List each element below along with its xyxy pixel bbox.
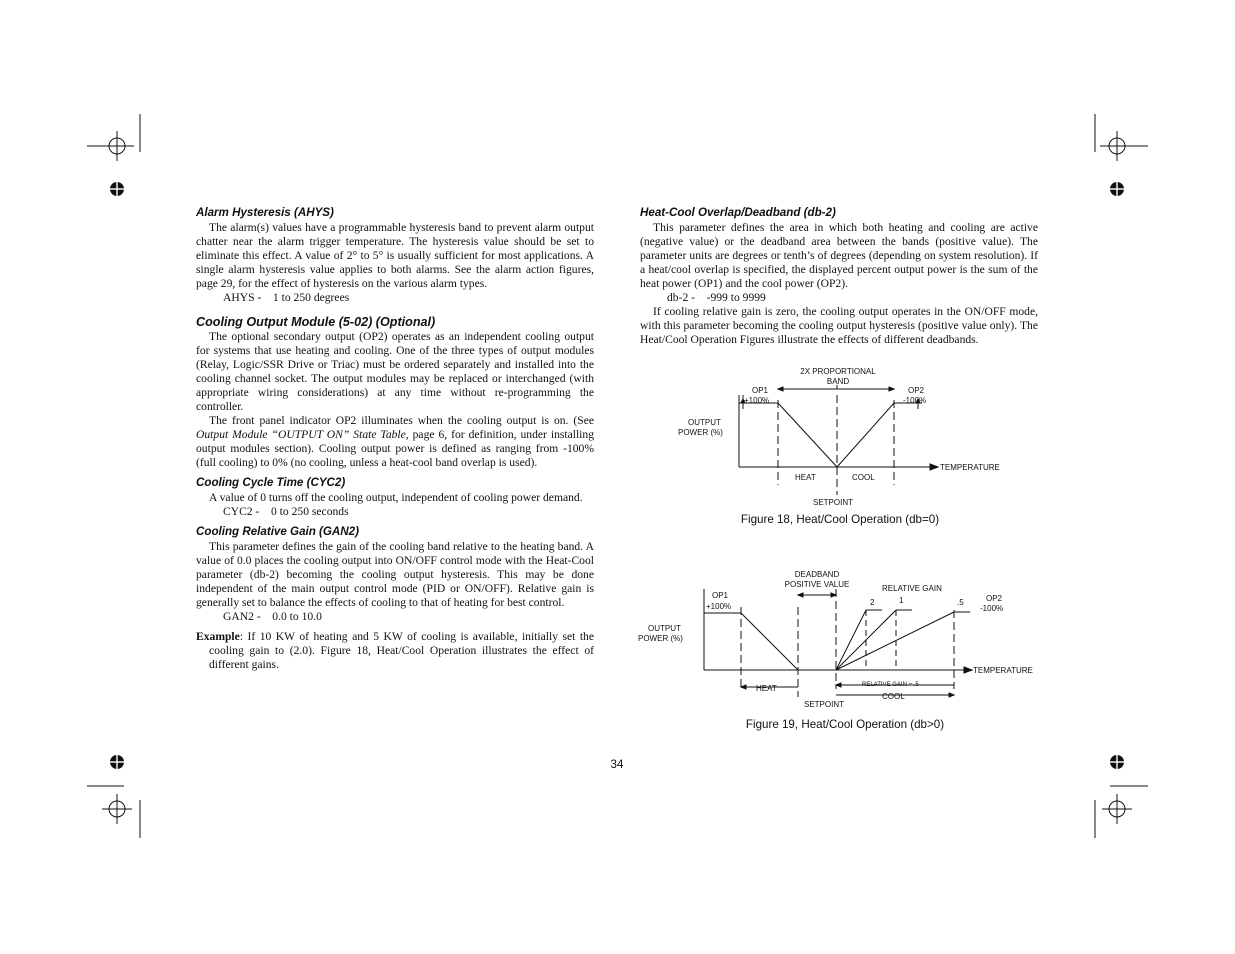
fig19-relative-gain-note: RELATIVE GAIN = .5 [862,682,919,688]
fig19-power-label: POWER (%) [638,634,683,643]
fig19-temperature-label: TEMPERATURE [973,666,1033,675]
fig19-relative-gain-label: RELATIVE GAIN [882,584,942,593]
fig19-heat-label: HEAT [756,684,777,693]
cooling-relative-gain-text: This parameter defines the gain of the cooling band relative to the heating band. A value of 0.0 places the cooling output into ON/OFF control mode with the Heat-Cool parameter (db-2) becoming the cooling output hysteresis. This may be done independent of the main output control mode (PID or ON/OFF). Relative gain is generally set to balance the effects of cooling to that of heating for best control. [196,540,594,609]
figure-18-diagram [640,365,1040,510]
deadband-text-2: If cooling relative gain is zero, the cooling output operates in the ON/OFF mode, with this parameter becoming the cooling output hysteresis (positive value only). The Heat/Cool Operation Figures illustrate the effects of different deadbands. [640,305,1038,346]
fig19-op2-value: -100% [980,604,1004,613]
alarm-hysteresis-text: The alarm(s) values have a programmable hysteresis band to prevent alarm output chatter near the alarm trigger temperature. The hysteresis value should be set to eliminate this effect. A value of 2° to 5° is usually sufficient for most applications. A single alarm hysteresis value applies to both alarms. See the alarm action figures, page 29, for the effect of hysteresis on the various alarm types. [196,221,594,290]
example-label: Example [196,630,240,643]
cooling-relative-gain-heading: Cooling Relative Gain (GAN2) [196,525,359,538]
op2-indicator-text: The front panel indicator OP2 illuminates when the cooling output is on. (See Output Module “OUTPUT ON” State Table, page 6, for definition, under installing output modules section). Cooling output power is defined as ranging from -100% (full cooling) to 0% (no cooling, unless a heat-cool band overlap is used). [196,414,594,469]
cyc2-range: CYC2 - 0 to 250 seconds [223,505,349,518]
alarm-hysteresis-heading: Alarm Hysteresis (AHYS) [196,206,334,219]
state-table-reference: Output Module “OUTPUT ON” State Table [196,428,406,441]
fig18-band-label-1: 2X PROPORTIONAL [800,367,876,376]
fig19-deadband-label-2: POSITIVE VALUE [784,580,850,589]
fig19-output-label: OUTPUT [648,624,681,633]
fig18-power-label: POWER (%) [678,428,723,437]
fig18-op1-value: +100% [744,396,770,405]
fig18-output-label: OUTPUT [688,418,721,427]
fig19-setpoint-label: SETPOINT [804,700,845,709]
db2-range: db-2 - -999 to 9999 [667,291,766,304]
fig18-cool-label: COOL [852,473,875,482]
fig19-deadband-label-1: DEADBAND [794,570,840,579]
figure-18-caption: Figure 18, Heat/Cool Operation (db=0) [740,513,940,526]
fig19-op1-value: +100% [706,602,732,611]
cooling-cycle-time-heading: Cooling Cycle Time (CYC2) [196,476,346,489]
figure-19-diagram [636,567,1041,712]
fig19-gain-1: 1 [899,596,904,605]
fig18-setpoint-label: SETPOINT [813,498,854,507]
fig19-op2: OP2 [986,594,1003,603]
ahys-range: AHYS - 1 to 250 degrees [223,291,350,304]
fig19-cool-label: COOL [882,692,905,701]
deadband-heading: Heat-Cool Overlap/Deadband (db-2) [640,206,836,219]
example-paragraph: Example: If 10 KW of heating and 5 KW of cooling is available, initially set the cooling gain to (2.0). Figure 18, Heat/Cool Operation illustrates the effect of different gains. [196,630,594,671]
cooling-output-module-text: The optional secondary output (OP2) operates as an independent cooling output for systems that use heating and cooling. One of the three types of output modules (Relay, Logic/SSR Drive or Triac) must be ordered separately and installed into the cooling channel socket. The output modules may be replaced or interchanged (with appropriate wiring considerations) at any time without re-programming the controller. [196,330,594,413]
fig18-temperature-label: TEMPERATURE [940,463,1000,472]
deadband-text: This parameter defines the area in which both heating and cooling are active (negative value) or the deadband area between the bands (positive value). The parameter units are degrees or tenth’s of degrees (depending on system resolution). If a heat/cool overlap is specified, the displayed percent output power is the sum of the heat power (OP1) and the cool power (OP2). [640,221,1038,290]
page-number: 34 [610,758,624,771]
cooling-cycle-time-text: A value of 0 turns off the cooling output, independent of cooling power demand. [209,491,583,504]
fig19-gain-2: 2 [870,598,875,607]
fig18-op1: OP1 [752,386,769,395]
fig18-band-label-2: BAND [826,377,850,386]
fig19-op1: OP1 [712,591,729,600]
right-column [640,206,1038,347]
fig19-gain-05: .5 [957,598,964,607]
cooling-output-module-heading: Cooling Output Module (5-02) (Optional) [196,315,436,329]
gan2-range: GAN2 - 0.0 to 10.0 [223,610,322,623]
fig18-heat-label: HEAT [795,473,816,482]
fig18-op2-value: -100% [903,396,927,405]
fig18-op2: OP2 [908,386,925,395]
figure-19-caption: Figure 19, Heat/Cool Operation (db>0) [745,718,945,731]
left-column [196,206,594,672]
